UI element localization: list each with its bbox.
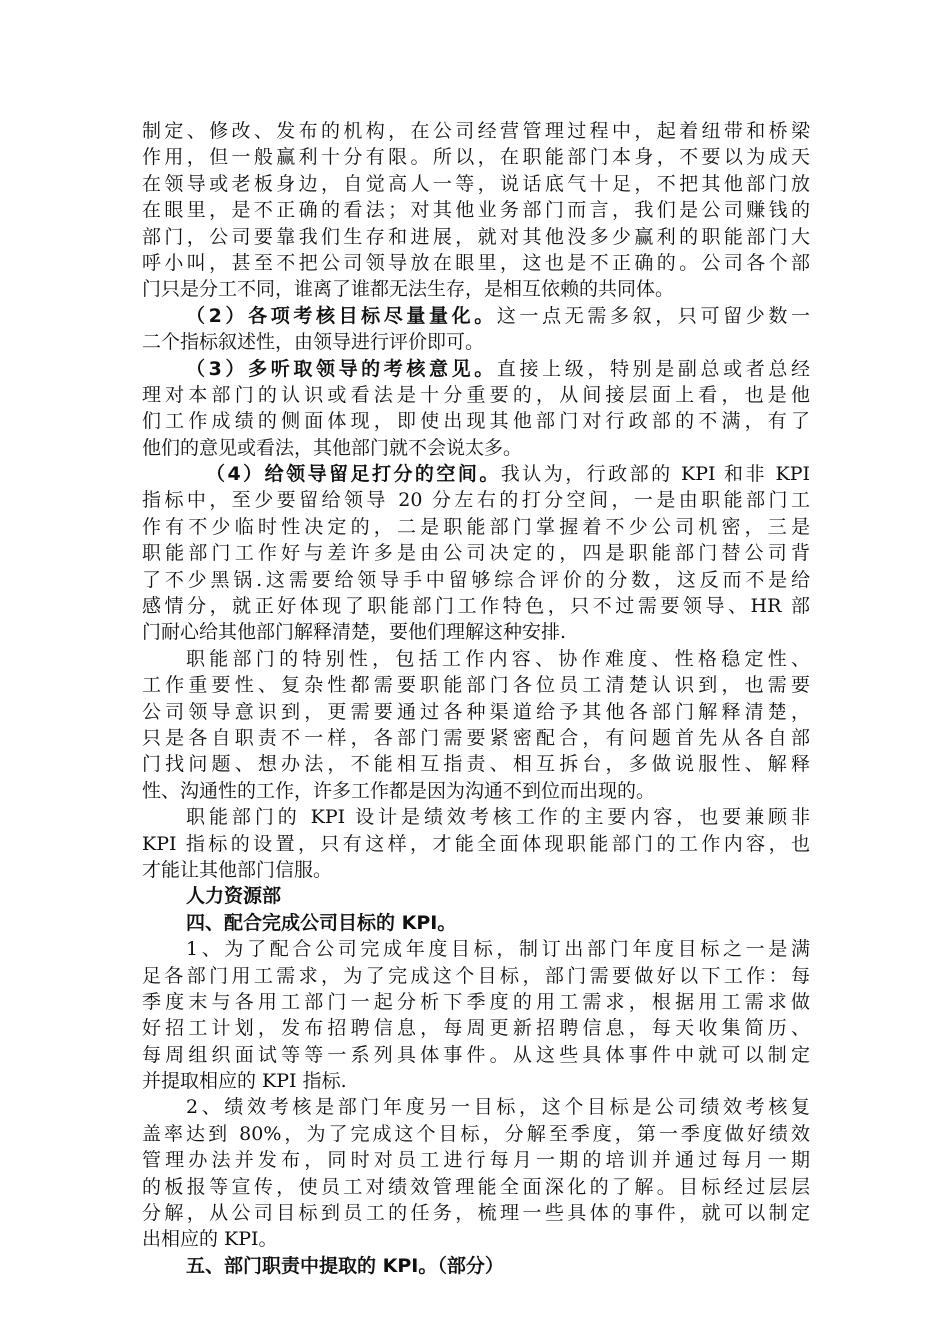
paragraph-line: 门只是分工不同，谁离了谁都无法生存，是相互依赖的共同体。 <box>142 278 675 301</box>
paragraph-line: 管理办法并发布，同时对员工进行每月一期的培训并通过每月一期 <box>142 1149 810 1172</box>
paragraph-line: 呼小叫，甚至不把公司领导放在眼里，这也是不正确的。公司各个部 <box>142 251 810 274</box>
paragraph-line: 2、绩效考核是部门年度另一目标，这个目标是公司绩效考核复 <box>186 1096 810 1119</box>
paragraph-line: 他们的意见或看法，其他部门就不会说太多。 <box>142 436 523 459</box>
paragraph-line: 门耐心给其他部门解释清楚，要他们理解这种安排. <box>142 621 567 644</box>
paragraph-text: 我认为，行政部的 KPI 和非 KPI <box>500 463 810 486</box>
paragraph-line: 只是各自职责不一样，各部门需要紧密配合，有问题首先从各自部 <box>142 726 810 749</box>
paragraph-line: 盖率达到 80%，为了完成这个目标，分解至季度，第一季度做好绩效 <box>142 1122 810 1145</box>
paragraph-line: 理对本部门的认识或看法是十分重要的，从间接层面上看，也是他 <box>142 383 810 406</box>
paragraph-line: 性、沟通性的工作，许多工作都是因为沟通不到位而出现的。 <box>142 779 656 802</box>
paragraph-line: 好招工计划，发布招聘信息，每周更新招聘信息，每天收集简历、 <box>142 1017 810 1040</box>
paragraph-line: 并提取相应的 KPI 指标. <box>142 1070 347 1093</box>
paragraph-line: 了不少黑锅.这需要给领导手中留够综合评价的分数，这反而不是给 <box>142 568 810 591</box>
bold-heading-item-4: （4）给领导留足打分的空间。 <box>206 463 501 486</box>
paragraph-item-4 <box>142 461 810 487</box>
paragraph-item-2 <box>142 303 810 329</box>
paragraph-line: 公司领导意识到，更需要通过各种渠道给予其他各部门解释清楚， <box>142 700 810 723</box>
paragraph-line: 作用，但一般赢利十分有限。所以，在职能部门本身，不要以为成天 <box>142 146 810 169</box>
paragraph-line: 部门，公司要靠我们生存和进展，就对其他没多少赢利的职能部门大 <box>142 225 810 248</box>
paragraph-line: 的板报等宣传，使员工对绩效管理能全面深化的了解。目标经过层层 <box>142 1175 810 1198</box>
heading-section-4: 四、配合完成公司目标的 KPI。 <box>186 911 457 934</box>
paragraph-line: 才能让其他部门信服。 <box>142 858 333 881</box>
paragraph-line: 指标中，至少要留给领导 20 分左右的打分空间，一是由职能部门工 <box>142 489 810 512</box>
paragraph-line: 二个指标叙述性，由领导进行评价即可。 <box>142 331 485 354</box>
paragraph-line: 作有不少临时性决定的，二是职能部门掌握着不少公司机密，三是 <box>142 515 810 538</box>
bold-heading-item-3: （3）多听取领导的考核意见。 <box>186 357 497 380</box>
paragraph-line: 职能部门的特别性，包括工作内容、协作难度、性格稳定性、 <box>186 647 810 670</box>
paragraph-line: 每周组织面试等等一系列具体事件。从这些具体事件中就可以制定 <box>142 1043 810 1066</box>
paragraph-line: 在眼里，是不正确的看法；对其他业务部门而言，我们是公司赚钱的 <box>142 199 810 222</box>
heading-hr-dept: 人力资源部 <box>186 885 282 908</box>
paragraph-line: 职能部门的 KPI 设计是绩效考核工作的主要内容，也要兼顾非 <box>186 806 810 829</box>
paragraph-line: 1、为了配合公司完成年度目标，制订出部门年度目标之一是满 <box>186 938 810 961</box>
paragraph-line: 门找问题、想办法，不能相互指责、相互拆台，多做说服性、解释 <box>142 753 810 776</box>
paragraph-line: 们工作成绩的侧面体现，即使出现其他部门对行政部的不满，有了 <box>142 410 810 433</box>
paragraph-line: 足各部门用工需求，为了完成这个目标，部门需要做好以下工作：每 <box>142 964 810 987</box>
document-page <box>142 118 810 1279</box>
paragraph-line: KPI 指标的设置，只有这样，才能全面体现职能部门的工作内容，也 <box>142 832 810 855</box>
bold-heading-item-2: （2）各项考核目标尽量量化。 <box>186 304 497 327</box>
paragraph-line: 季度末与各用工部门一起分析下季度的用工需求，根据用工需求做 <box>142 990 810 1013</box>
paragraph-line: 工作重要性、复杂性都需要职能部门各位员工清楚认识到，也需要 <box>142 674 810 697</box>
paragraph-item-3 <box>142 356 810 382</box>
paragraph-line: 制定、修改、发布的机构，在公司经营管理过程中，起着纽带和桥梁 <box>142 120 810 142</box>
paragraph-line: 职能部门工作好与差许多是由公司决定的，四是职能部门替公司背 <box>142 542 810 565</box>
heading-section-5: 五、部门职责中提取的 KPI。（部分） <box>186 1254 504 1277</box>
paragraph-line: 出相应的 KPI。 <box>142 1228 278 1251</box>
paragraph-line: 在领导或老板身边，自觉高人一等，说话底气十足，不把其他部门放 <box>142 172 810 195</box>
paragraph-line: 分解，从公司目标到员工的任务，梳理一些具体的事件，就可以制定 <box>142 1202 810 1225</box>
paragraph-text: 直接上级，特别是副总或者总经 <box>496 357 810 380</box>
paragraph-line: 感情分，就正好体现了职能部门工作特色，只不过需要领导、HR 部 <box>142 595 810 618</box>
paragraph-text: 这一点无需多叙，只可留少数一 <box>496 304 810 327</box>
